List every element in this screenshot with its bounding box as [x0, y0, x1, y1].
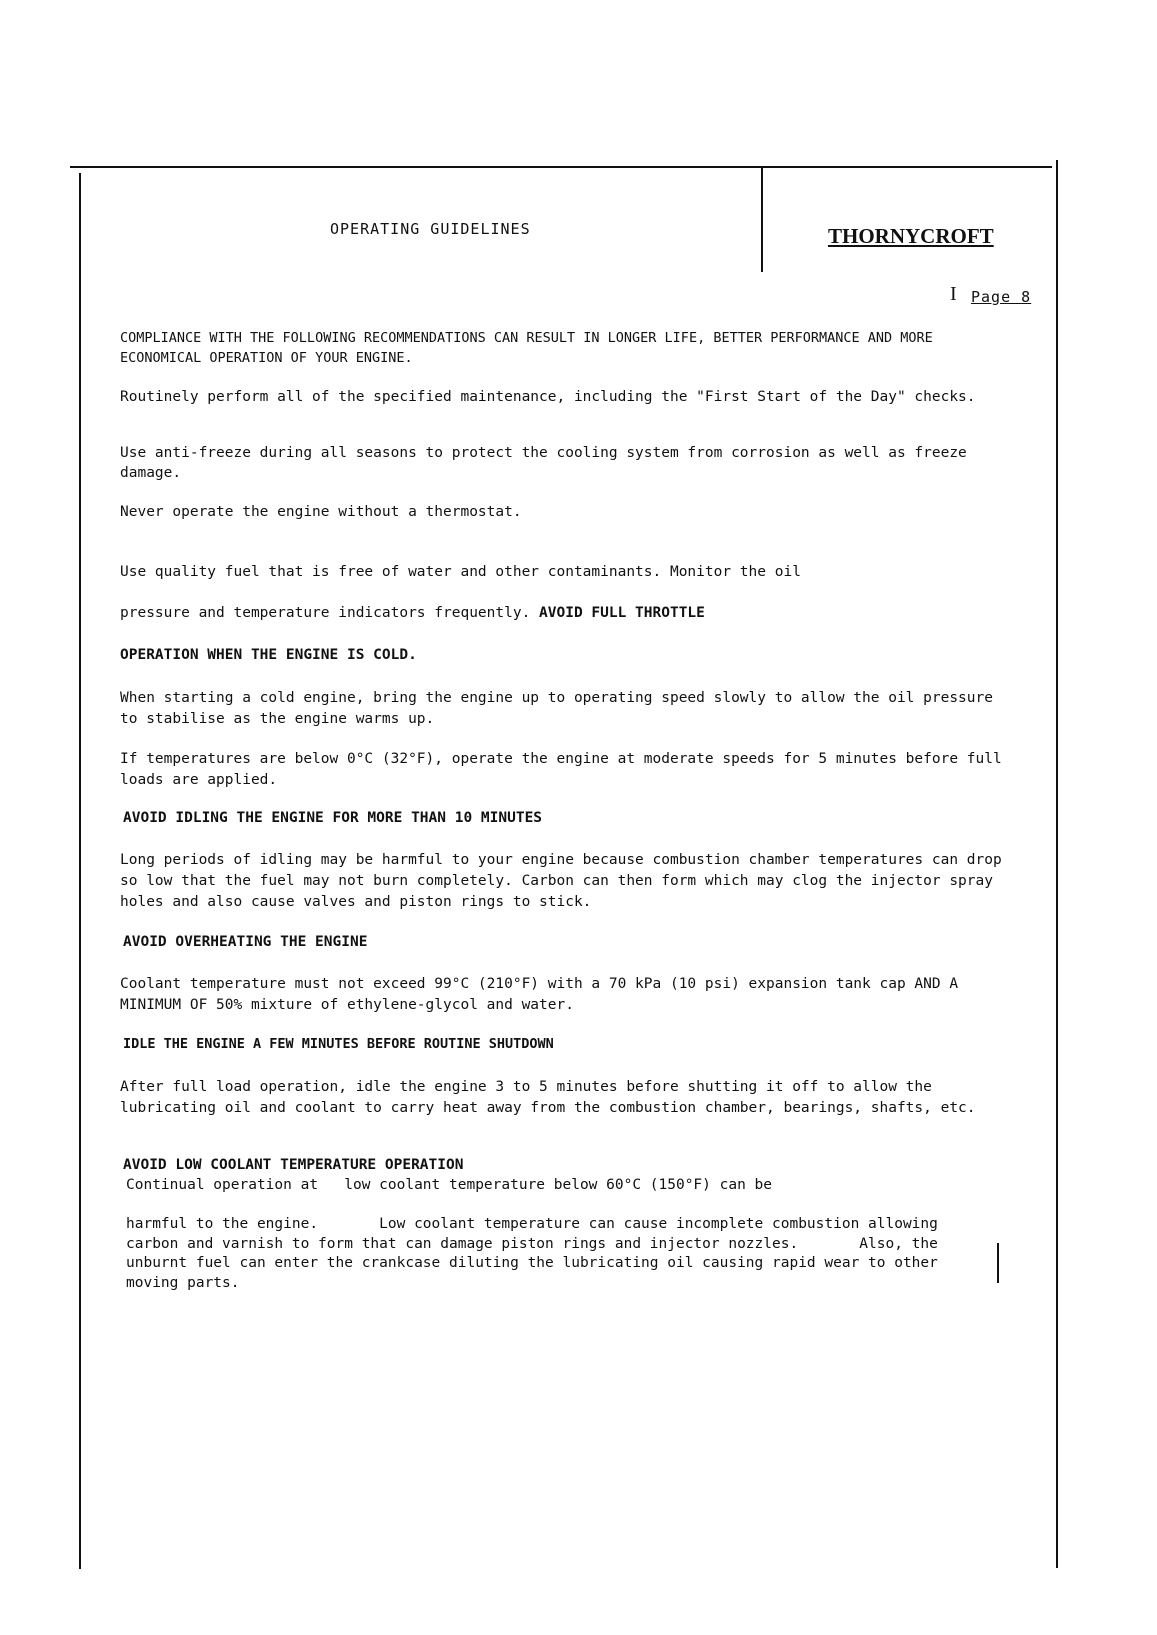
antifreeze-paragraph: Use anti-freeze during all seasons to protect the cooling system from corrosion as well as freeze damage.	[120, 445, 976, 481]
cold-start-paragraph: When starting a cold engine, bring the engine up to operating speed slowly to allow the oil pressure to stabilise as the engine warms up.	[120, 690, 1002, 727]
text-cursor	[997, 1243, 999, 1283]
shutdown-paragraph: After full load operation, idle the engine 3 to 5 minutes before shutting it off to allow the lubricating oil and coolant to carry heat away from the combustion chamber, bearings, shafts, etc.	[120, 1079, 976, 1116]
coolant-paragraph: Coolant temperature must not exceed 99°C (210°F) with a 70 kPa (10 psi) expansion tank cap AND A MINIMUM OF 50% mixture of ethylene-glycol and water.	[120, 976, 967, 1013]
brand-name: THORNYCROFT	[828, 224, 994, 248]
overheating-heading: AVOID OVERHEATING THE ENGINE	[123, 934, 368, 950]
right-border	[1056, 160, 1058, 1568]
low-coolant-heading: AVOID LOW COOLANT TEMPERATURE OPERATION	[123, 1157, 464, 1173]
intro-paragraph: COMPLIANCE WITH THE FOLLOWING RECOMMENDATIONS CAN RESULT IN LONGER LIFE, BETTER PERFORMANCE AND MORE ECONOMICAL OPERATION OF YOUR ENGINE.	[120, 330, 941, 366]
page-number: Page 8	[971, 288, 1032, 306]
low-temperature-paragraph: If temperatures are below 0°C (32°F), operate the engine at moderate speeds for 5 minutes before full loads are applied.	[120, 751, 1011, 788]
indicators-paragraph	[120, 603, 1004, 623]
low-coolant-paragraph: Continual operation at low coolant temperature below 60°C (150°F) can be	[126, 1177, 773, 1193]
indicators-text: pressure and temperature indicators frequently.	[120, 605, 540, 621]
full-throttle-heading: AVOID FULL THROTTLE	[539, 605, 705, 621]
left-border	[79, 173, 81, 1569]
header-divider	[761, 166, 763, 272]
idling-paragraph: Long periods of idling may be harmful to your engine because combustion chamber temperatures can drop so low that the fuel may not burn completely. Carbon can then form which may clog the injector spray holes and also cause valves and piston rings to stick.	[120, 852, 1011, 910]
low-coolant-continued-paragraph: harmful to the engine. Low coolant temperature can cause incomplete combustion allowing carbon and varnish to form that can damage piston rings and injector nozzles. Also, the unburnt fuel can enter the crankcase diluting the lubricating oil causing rapid wear to other moving parts.	[126, 1216, 973, 1291]
page-title: OPERATING GUIDELINES	[330, 220, 531, 238]
shutdown-heading: IDLE THE ENGINE A FEW MINUTES BEFORE ROUTINE SHUTDOWN	[123, 1036, 554, 1052]
thermostat-paragraph: Never operate the engine without a thermostat.	[120, 504, 522, 520]
page-marker: I	[950, 283, 957, 305]
header-top-rule	[70, 166, 1052, 168]
fuel-paragraph: Use quality fuel that is free of water and other contaminants. Monitor the oil	[120, 564, 801, 580]
cold-engine-heading: OPERATION WHEN THE ENGINE IS COLD.	[120, 647, 417, 663]
idling-heading: AVOID IDLING THE ENGINE FOR MORE THAN 10 MINUTES	[123, 810, 543, 826]
maintenance-paragraph: Routinely perform all of the specified maintenance, including the "First Start of the Day" checks.	[120, 389, 976, 405]
